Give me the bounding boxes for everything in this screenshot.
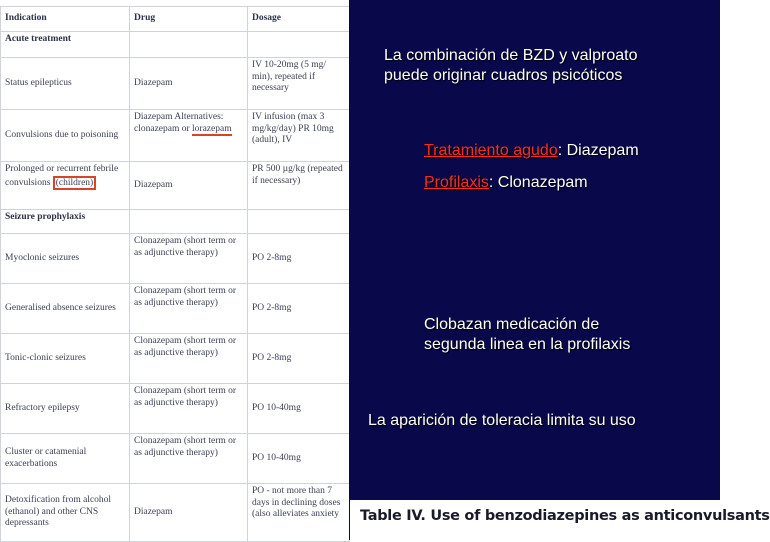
drug-cell: Clonazepam (short term or as adjunctive therapy) — [130, 434, 248, 484]
indication-cell: Cluster or catamenial exacerbations — [1, 434, 130, 484]
dosage-cell: PO - not more than 7 days in declining doses (also alleviates anxiety — [248, 484, 350, 542]
dosage-cell: PR 500 µg/kg (repeated if necessary) — [248, 162, 350, 210]
indication-cell: Refractory epilepsy — [1, 384, 130, 434]
prophylaxis-note — [424, 173, 588, 193]
header-drug: Drug — [130, 7, 248, 32]
acute-treatment-note — [424, 141, 639, 161]
drug-cell: Clonazepam (short term or as adjunctive therapy) — [130, 284, 248, 334]
drug-cell: Diazepam — [130, 484, 248, 542]
combination-note: La combinación de BZD y valproato puede originar cuadros psicóticos — [384, 47, 638, 84]
dosage-cell: PO 2-8mg — [248, 284, 350, 334]
table-row — [1, 434, 350, 484]
indication-cell: Myoclonic seizures — [1, 234, 130, 284]
table-row — [1, 162, 350, 210]
indication-cell: Detoxification from alcohol (ethanol) and other CNS depressants — [1, 484, 130, 542]
table-row — [1, 58, 350, 110]
prophylaxis-label: Profilaxis — [424, 174, 489, 191]
indication-cell — [1, 162, 130, 210]
boxed-children: (children) — [53, 176, 96, 190]
indication-cell: Generalised absence seizures — [1, 284, 130, 334]
section-row-prophylaxis — [1, 210, 350, 234]
table-row — [1, 334, 350, 384]
underlined-lorazepam: lorazepam — [192, 123, 232, 134]
section-row-acute — [1, 32, 350, 58]
clobazan-note: Clobazan medicación de segunda linea en la profilaxis — [424, 316, 631, 353]
acute-value: : Diazepam — [557, 142, 639, 159]
table-row — [1, 384, 350, 434]
table-caption: Table IV. Use of benzodiazepines as anticonvulsants — [360, 508, 770, 524]
section-seizure-prophylaxis: Seizure prophylaxis — [1, 210, 130, 234]
dosage-cell: PO 2-8mg — [248, 334, 350, 384]
benzodiazepine-table — [0, 6, 350, 542]
header-indication: Indication — [1, 7, 130, 32]
drug-cell: Clonazepam (short term or as adjunctive therapy) — [130, 384, 248, 434]
dosage-cell: PO 2-8mg — [248, 234, 350, 284]
table-row — [1, 234, 350, 284]
table-row — [1, 284, 350, 334]
indication-text: Prolonged or recurrent febrile convulsions — [5, 164, 119, 188]
drug-cell: Clonazepam (short term or as adjunctive therapy) — [130, 234, 248, 284]
table-row — [1, 484, 350, 542]
dosage-cell: PO 10-40mg — [248, 384, 350, 434]
dosage-cell: IV 10-20mg (5 mg/ min), repeated if necessary — [248, 58, 350, 110]
drug-cell — [130, 110, 248, 162]
indication-cell: Status epilepticus — [1, 58, 130, 110]
prophylaxis-value: : Clonazepam — [488, 174, 588, 191]
table-header-row — [1, 7, 350, 32]
drug-cell: Diazepam — [130, 162, 248, 210]
notes-panel — [350, 0, 720, 500]
drug-text: Diazepam Alternatives: clonazepam or — [134, 112, 224, 134]
drug-cell: Clonazepam (short term or as adjunctive therapy) — [130, 334, 248, 384]
acute-label: Tratamiento agudo — [424, 142, 558, 159]
indication-cell: Convulsions due to poisoning — [1, 110, 130, 162]
table-row — [1, 110, 350, 162]
drug-cell: Diazepam — [130, 58, 248, 110]
dosage-cell: PO 10-40mg — [248, 434, 350, 484]
indication-cell: Tonic-clonic seizures — [1, 334, 130, 384]
header-dosage: Dosage — [248, 7, 350, 32]
section-acute-treatment: Acute treatment — [1, 32, 130, 58]
table-panel — [0, 0, 350, 540]
dosage-cell: IV infusion (max 3 mg/kg/day) PR 10mg (adult), IV — [248, 110, 350, 162]
tolerance-note: La aparición de toleracia limita su uso — [368, 412, 636, 429]
